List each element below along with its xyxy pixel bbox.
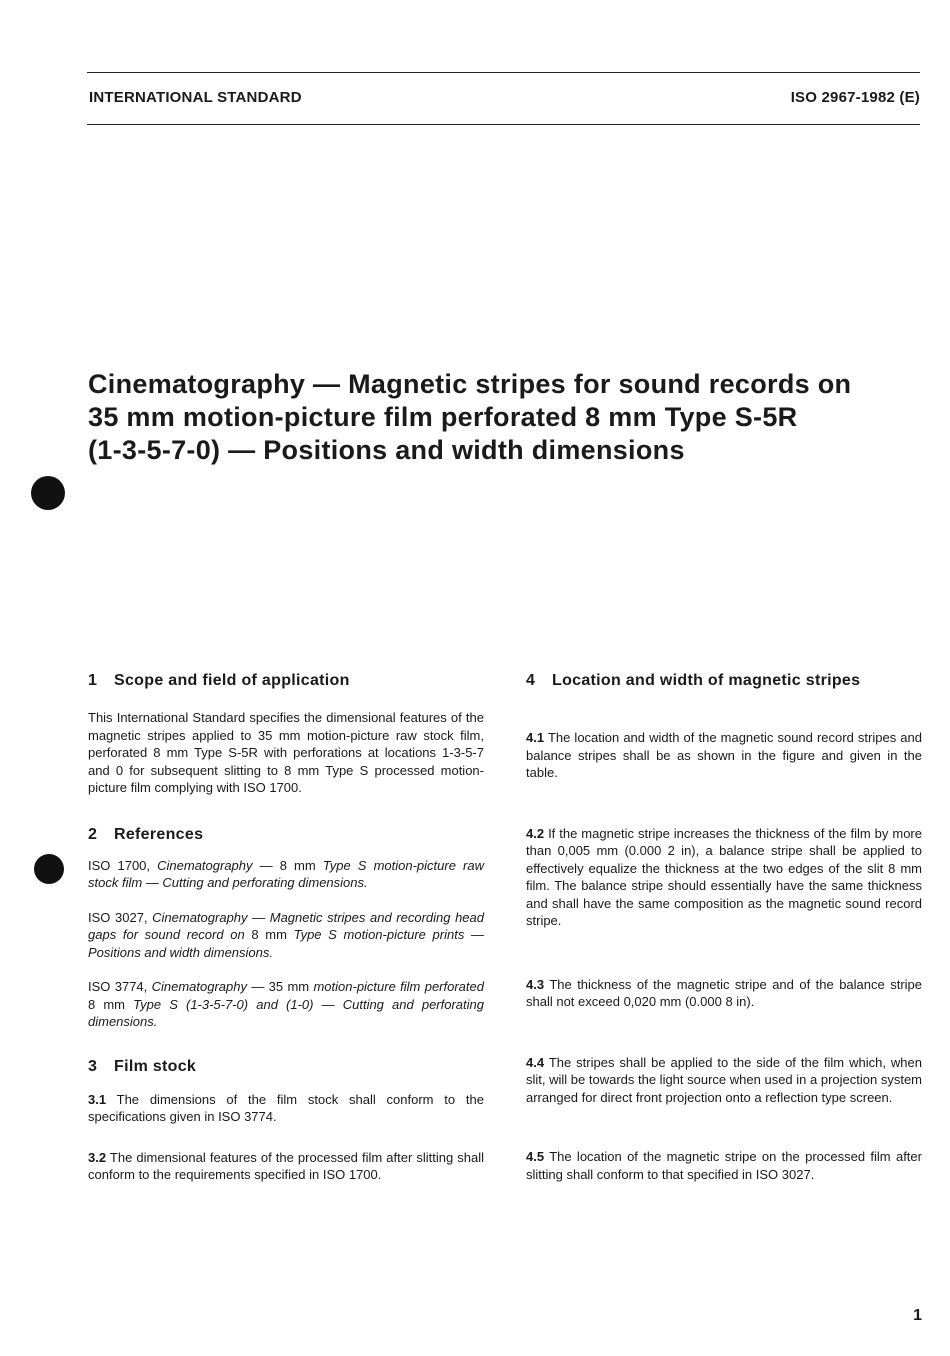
section-1-text: This International Standard specifies the dimensional features of the magnetic stripes applied to 35 mm motion-picture raw stock film, perforated 8 mm Type S-5R with perforations at locations 1-3-5-7 and 0 for subsequent slitting to 8 mm Type S processed motion-picture film complying with ISO 1700.: [88, 710, 484, 795]
document-title: [88, 368, 938, 467]
clause-4-3: 4.3 The thickness of the magnetic stripe and of the balance stripe shall not exceed 0,020 mm (0.000 8 in).: [526, 976, 922, 1009]
section-2-heading: 2 References: [88, 825, 204, 843]
clause-4-2: 4.2 If the magnetic stripe increases the thickness of the film by more than 0,005 mm (0.000 2 in), a balance stripe shall be applied to effectively equalize the thickness at the two edges of the slit 8 mm film. The balance stripe should essentially have the same thickness and shall have the same composition as the magnetic sound record stripe.: [526, 825, 922, 928]
clause-4-1: 4.1 The location and width of the magnetic sound record stripes and balance stripes shall be as shown in the figure and given in the table.: [526, 730, 922, 780]
clause-4-5: 4.5 The location of the magnetic stripe on the processed film after slitting shall conform to that specified in ISO 3027.: [526, 1149, 922, 1182]
right-column: [526, 671, 922, 1183]
reference-iso-3027: ISO 3027, Cinematography — Magnetic stripes and recording head gaps for sound record on 8 mm Type S motion-picture prints — Positions and width dimensions.: [88, 909, 484, 960]
reference-iso-1700: ISO 1700, Cinematography — 8 mm Type S motion-picture raw stock film — Cutting and perforating dimensions.: [88, 857, 484, 890]
header-top-rule: [87, 72, 920, 73]
title-line-1: Cinematography — Magnetic stripes for sound records on: [88, 369, 852, 399]
clause-3-2: 3.2 The dimensional features of the processed film after slitting shall conform to the requirements specified in ISO 1700.: [88, 1149, 484, 1182]
section-4-heading: 4 Location and width of magnetic stripes: [526, 672, 861, 689]
clause-3-1: 3.1 The dimensions of the film stock shall conform to the specifications given in ISO 3774.: [88, 1091, 484, 1124]
section-1-heading: 1 Scope and field of application: [88, 672, 350, 689]
reference-iso-3774: ISO 3774, Cinematography — 35 mm motion-picture film perforated 8 mm Type S (1-3-5-7-0) and (1-0) — Cutting and perforating dimensions.: [88, 979, 484, 1029]
title-line-2: 35 mm motion-picture film perforated 8 mm Type S-5R: [88, 402, 798, 432]
section-3-heading: 3 Film stock: [88, 1057, 197, 1075]
page-number: 1: [913, 1307, 922, 1324]
left-column: [88, 671, 484, 1184]
header-standard-type: INTERNATIONAL STANDARD: [89, 89, 302, 106]
punch-hole-mark-lower: [34, 854, 64, 884]
header-standard-number: ISO 2967-1982 (E): [790, 89, 920, 106]
punch-hole-mark-upper: [31, 476, 65, 510]
header-bottom-rule: [87, 124, 920, 125]
clause-4-4: 4.4 The stripes shall be applied to the side of the film which, when slit, will be towards the light source when used in a projection system arranged for direct front projection onto a reflection type screen.: [526, 1054, 922, 1105]
title-line-3: (1-3-5-7-0) — Positions and width dimensions: [88, 435, 685, 465]
